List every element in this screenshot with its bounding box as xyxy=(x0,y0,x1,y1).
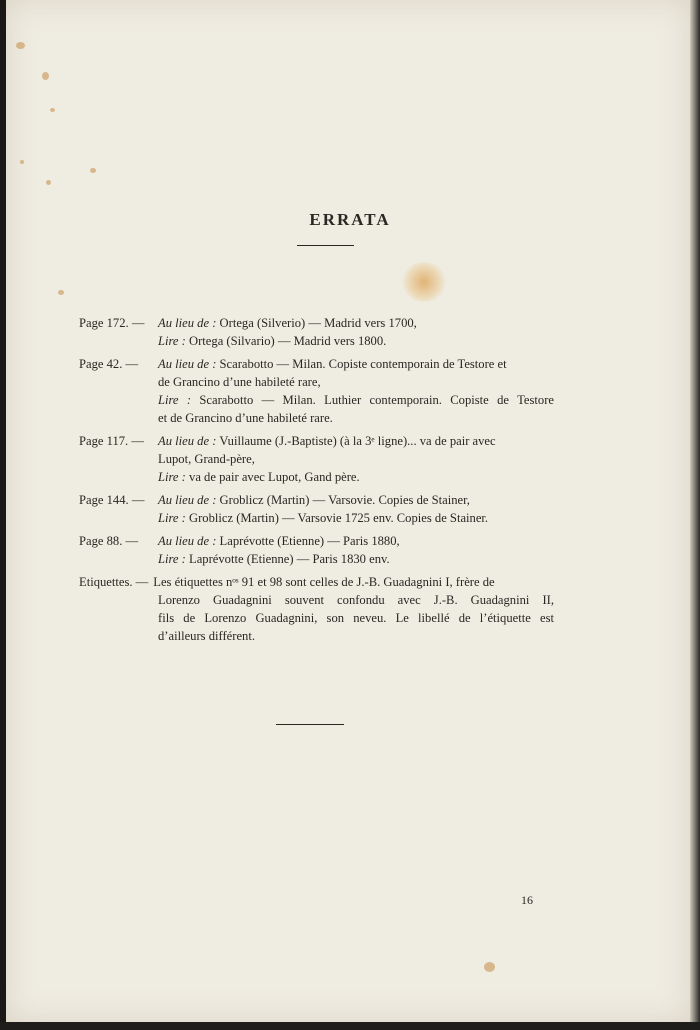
page-number: 16 xyxy=(521,893,533,907)
correction-label: Au lieu de : xyxy=(158,434,217,448)
correction-text: Lupot, Grand-père, xyxy=(158,452,255,466)
errata-line xyxy=(79,355,554,373)
correction-label: Au lieu de : xyxy=(158,534,217,548)
errata-line xyxy=(79,573,554,591)
correction-label: Au lieu de : xyxy=(158,357,217,371)
errata-line: fils de Lorenzo Guadagnini, son neveu. Le libellé de l’étiquette est xyxy=(158,611,554,625)
foxing-spot xyxy=(90,168,96,173)
foxing-spot xyxy=(42,72,49,80)
errata-line xyxy=(79,491,554,509)
etiquettes-note xyxy=(79,573,554,645)
errata-entry xyxy=(79,355,554,427)
page-reference: Page 117. — xyxy=(79,434,144,448)
errata-line xyxy=(158,373,554,391)
correction-label: Au lieu de : xyxy=(158,493,217,507)
errata-line xyxy=(79,314,554,332)
foxing-spot xyxy=(16,42,25,49)
foxing-spot xyxy=(20,160,24,164)
page-reference: Page 42. — xyxy=(79,357,139,371)
correction-text: Groblicz (Martin) — Varsovie. Copies de Stainer, xyxy=(216,493,470,507)
foxing-spot xyxy=(46,180,51,185)
errata-entry xyxy=(79,532,554,568)
correction-text: Scarabotto — Milan. Luthier contemporain. Copiste de Testore xyxy=(191,393,554,407)
correction-label: Lire : xyxy=(158,334,186,348)
errata-line xyxy=(79,532,554,550)
errata-entry xyxy=(79,491,554,527)
errata-line: d’ailleurs différent. xyxy=(158,629,255,643)
foxing-spot xyxy=(402,262,446,302)
page-reference: Page 144. — xyxy=(79,493,145,507)
foxing-spot xyxy=(484,962,495,972)
page-reference: Etiquettes. — xyxy=(79,575,149,589)
foxing-spot xyxy=(50,108,55,112)
correction-label: Lire : xyxy=(158,393,192,407)
correction-text: Ortega (Silverio) — Madrid vers 1700, xyxy=(216,316,417,330)
page-edge xyxy=(690,0,700,1030)
errata-entry xyxy=(79,432,554,486)
errata-line: Lorenzo Guadagnini souvent confondu avec J.-B. Guadagnini II, xyxy=(158,593,554,607)
correction-text: va de pair avec Lupot, Gand père. xyxy=(185,470,360,484)
errata-line xyxy=(158,409,554,427)
page-edge xyxy=(0,1022,700,1030)
page-reference: Page 88. — xyxy=(79,534,139,548)
errata-line xyxy=(158,332,554,350)
errata-list xyxy=(79,314,554,650)
errata-line xyxy=(158,450,554,468)
errata-entry xyxy=(79,314,554,350)
foxing-spot xyxy=(58,290,64,295)
correction-label: Lire : xyxy=(158,470,186,484)
correction-text: Laprévotte (Etienne) — Paris 1830 env. xyxy=(185,552,390,566)
errata-line xyxy=(79,432,554,450)
correction-text: Laprévotte (Etienne) — Paris 1880, xyxy=(216,534,400,548)
page-title: ERRATA xyxy=(309,210,391,229)
correction-text: de Grancino d’une habileté rare, xyxy=(158,375,321,389)
correction-text: Scarabotto — Milan. Copiste contemporain de Testore et xyxy=(216,357,507,371)
closing-rule xyxy=(276,724,344,725)
correction-label: Lire : xyxy=(158,511,186,525)
page-reference: Page 172. — xyxy=(79,316,145,330)
errata-line xyxy=(158,509,554,527)
correction-text: Ortega (Silvario) — Madrid vers 1800. xyxy=(185,334,387,348)
correction-text: et de Grancino d’une habileté rare. xyxy=(158,411,333,425)
errata-line xyxy=(158,468,554,486)
correction-text: Groblicz (Martin) — Varsovie 1725 env. Copies de Stainer. xyxy=(185,511,489,525)
errata-line xyxy=(158,550,554,568)
correction-text: Vuillaume (J.-Baptiste) (à la 3ᵉ ligne)... va de pair avec xyxy=(216,434,496,448)
title-rule xyxy=(297,245,354,246)
errata-line xyxy=(158,391,554,409)
correction-label: Lire : xyxy=(158,552,186,566)
correction-label: Au lieu de : xyxy=(158,316,217,330)
note-text: Les étiquettes nᵒˢ 91 et 98 sont celles de J.-B. Guadagnini I, frère de xyxy=(153,575,495,589)
